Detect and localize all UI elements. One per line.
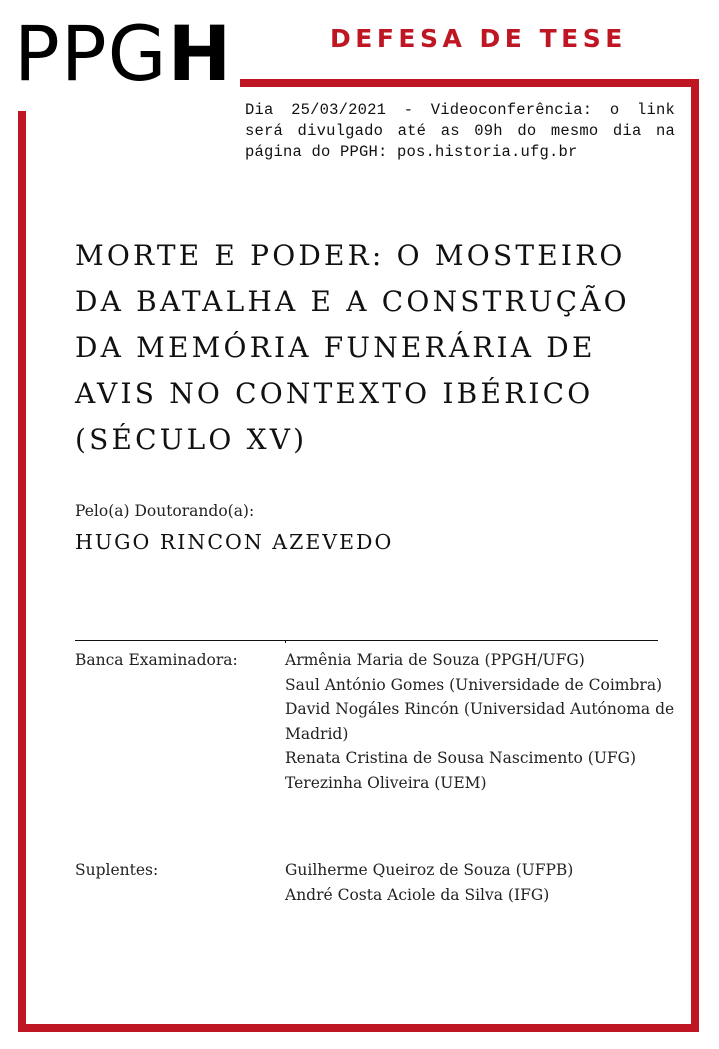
committee-member: Terezinha Oliveira (UEM) [285, 773, 487, 792]
candidate-label: Pelo(a) Doutorando(a): [75, 502, 255, 520]
alternate-member: André Costa Aciole da Silva (IFG) [285, 885, 550, 904]
committee-members [285, 648, 680, 795]
committee-member: Renata Cristina de Sousa Nascimento (UFG) [285, 749, 637, 767]
title-line: (SÉCULO XV) [75, 423, 308, 456]
frame-right-bar [691, 79, 699, 1032]
ppgh-logo [14, 9, 233, 98]
alternates-label: Suplentes: [75, 861, 159, 879]
title-line: AVIS NO CONTEXTO IBÉRICO [75, 377, 594, 410]
committee-member: Saul António Gomes (Universidade de Coimbra) [285, 675, 663, 694]
frame-bottom-bar [18, 1024, 699, 1032]
title-line: MORTE E PODER: O MOSTEIRO [75, 239, 626, 272]
alternate-member: Guilherme Queiroz de Souza (UFPB) [285, 861, 574, 879]
frame-top-bar [240, 79, 699, 87]
committee-member: David Nogáles Rincón (Universidad Autónoma de Madrid) [285, 700, 675, 743]
frame-left-bar [18, 111, 26, 1032]
title-line: DA MEMÓRIA FUNERÁRIA DE [75, 331, 596, 364]
event-info: Dia 25/03/2021 - Videoconferência: o link será divulgado até as 09h do mesmo dia na página do PPGH: pos.historia.ufg.br [245, 101, 675, 161]
logo-bold: H [167, 9, 233, 98]
page-heading: DEFESA DE TESE [330, 24, 627, 53]
logo-light: PPG [14, 9, 168, 98]
title-line: DA BATALHA E A CONSTRUÇÃO [75, 285, 630, 318]
section-divider [75, 640, 658, 641]
divider-tick [285, 640, 286, 643]
thesis-title [75, 233, 665, 463]
alternates-members [285, 858, 680, 907]
committee-label: Banca Examinadora: [75, 651, 238, 669]
committee-member: Armênia Maria de Souza (PPGH/UFG) [285, 651, 585, 669]
candidate-name: HUGO RINCON AZEVEDO [75, 530, 394, 554]
